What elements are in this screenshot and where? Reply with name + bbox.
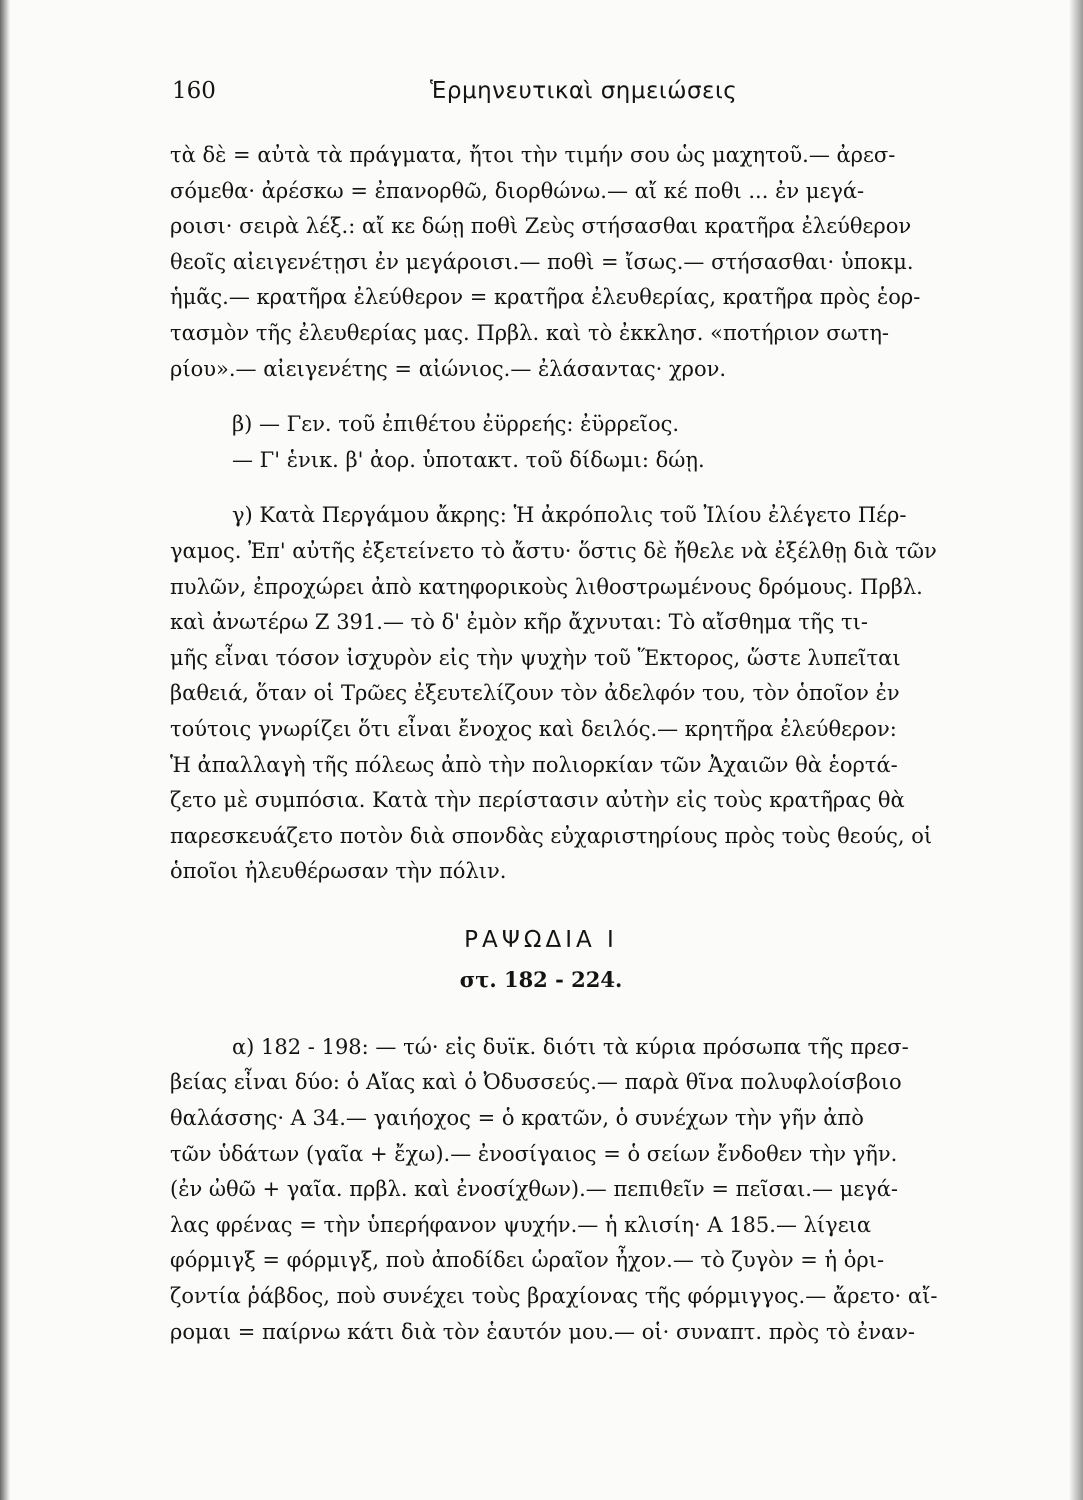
text-line: ὁποῖοι ἠλευθέρωσαν τὴν πόλιν. (170, 859, 507, 884)
text-line: βείας εἶναι δύο: ὁ Αἴας καὶ ὁ Ὀδυσσεύς.— παρὰ θῖνα πολυφλοίσβοιο (170, 1070, 902, 1095)
running-title: Ἑρμηνευτικαὶ σημειώσεις (430, 78, 738, 104)
text-line: τασμὸν τῆς ἐλευθερίας μας. Πρβλ. καὶ τὸ ἐκκλησ. «ποτήριον σωτη- (170, 320, 890, 345)
text-line: ἡμᾶς.— κρατῆρα ἐλεύθερον = κρατῆρα ἐλευθερίας, κρατῆρα πρὸς ἑορ- (170, 285, 921, 310)
text-line: γ) Κατὰ Περγάμου ἄκρης: Ἡ ἀκρόπολις τοῦ Ἰλίου ἐλέγετο Πέρ- (232, 503, 907, 528)
text-line: βαθειά, ὅταν οἱ Τρῶες ἐξευτελίζουν τὸν ἀδελφόν του, τὸν ὁποῖον ἐν (170, 681, 900, 706)
section-title: ΡΑΨΩΔΙΑ Ι (464, 926, 618, 953)
page-header (172, 78, 917, 118)
text-line: τῶν ὑδάτων (γαῖα + ἔχω).— ἐνοσίγαιος = ὁ σείων ἔνδοθεν τὴν γῆν. (170, 1141, 898, 1166)
text-line: τούτοις γνωρίζει ὅτι εἶναι ἔνοχος καὶ δειλός.— κρητῆρα ἐλεύθερον: (170, 716, 897, 741)
text-line: θεοῖς αἰειγενέτῃσι ἐν μεγάροισι.— ποθὶ = ἴσως.— στήσασθαι· ὑποκμ. (170, 249, 914, 274)
text-line: α) 182 - 198: — τώ· εἰς δυϊκ. διότι τὰ κύρια πρόσωπα τῆς πρεσ- (232, 1034, 909, 1059)
text-line: μῆς εἶναι τόσον ἰσχυρὸν εἰς τὴν ψυχὴν τοῦ Ἕκτορος, ὥστε λυπεῖται (170, 645, 901, 670)
text-line: ζετο μὲ συμπόσια. Κατὰ τὴν περίστασιν αὐτὴν εἰς τοὺς κρατῆρας θὰ (170, 788, 905, 813)
text-line: γαμος. Ἐπ' αὐτῆς ἐξετείνετο τὸ ἄστυ· ὅστις δὲ ἤθελε νὰ ἐξέλθῃ διὰ τῶν (170, 538, 937, 563)
text-line: καὶ ἀνωτέρω Ζ 391.— τὸ δ' ἐμὸν κῆρ ἄχνυται: Τὸ αἴσθημα τῆς τι- (170, 610, 868, 635)
scan-right-edge (1069, 0, 1083, 1500)
text-line: ροισι· σειρὰ λέξ.: αἴ κε δώῃ ποθὶ Ζεὺς στήσασθαι κρατῆρα ἐλεύθερον (170, 214, 912, 239)
text-line: παρεσκευάζετο ποτὸν διὰ σπονδὰς εὐχαριστηρίους πρὸς τοὺς θεούς, οἱ (170, 823, 933, 848)
text-line: τὰ δὲ = αὐτὰ τὰ πράγματα, ἤτοι τὴν τιμήν σου ὡς μαχητοῦ.— ἀρεσ- (170, 143, 896, 167)
text-line: σόμεθα· ἀρέσκω = ἐπανορθῶ, διορθώνω.— αἴ κέ ποθι ... ἐν μεγά- (170, 178, 865, 203)
text-line: — Γ' ἑνικ. β' ἀορ. ὑποτακτ. τοῦ δίδωμι: δώῃ. (232, 447, 705, 472)
text-line: β) — Γεν. τοῦ ἐπιθέτου ἐϋρρεής: ἐϋρρεῖος. (232, 412, 680, 437)
text-line: πυλῶν, ἐπροχώρει ἀπὸ κατηφορικοὺς λιθοστρωμένους δρόμους. Πρβλ. (170, 574, 923, 599)
verse-range: στ. 182 - 224. (459, 966, 623, 992)
text-line: λας φρένας = τὴν ὑπερήφανον ψυχήν.— ἡ κλισίη· Α 185.— λίγεια (170, 1212, 872, 1237)
text-line: θαλάσσης· Α 34.— γαιήοχος = ὁ κρατῶν, ὁ συνέχων τὴν γῆν ἀπὸ (170, 1106, 864, 1131)
text-line: φόρμιγξ = φόρμιγξ, ποὺ ἀποδίδει ὡραῖον ἦχον.— τὸ ζυγὸν = ἡ ὁρι- (170, 1248, 885, 1273)
scan-left-edge (0, 0, 10, 1500)
text-line: ζοντία ῥάβδος, ποὺ συνέχει τοὺς βραχίονας τῆς φόρμιγγος.— ἄρετο· αἴ- (170, 1284, 938, 1309)
text-line: ρίου».— αἰειγενέτης = αἰώνιος.— ἐλάσαντας· χρον. (170, 356, 727, 381)
text-line: ρομαι = παίρνω κάτι διὰ τὸν ἑαυτόν μου.— οἱ· συναπτ. πρὸς τὸ ἐναν- (170, 1319, 916, 1344)
text-line: (ἐν ὠθῶ + γαῖα. πρβλ. καὶ ἐνοσίχθων).— πεπιθεῖν = πεῖσαι.— μεγά- (170, 1177, 899, 1202)
page-number: 160 (172, 78, 216, 104)
commentary-body (170, 138, 1040, 1350)
text-line: Ἡ ἀπαλλαγὴ τῆς πόλεως ἀπὸ τὴν πολιορκίαν τῶν Ἀχαιῶν θὰ ἑορτά- (170, 752, 898, 777)
